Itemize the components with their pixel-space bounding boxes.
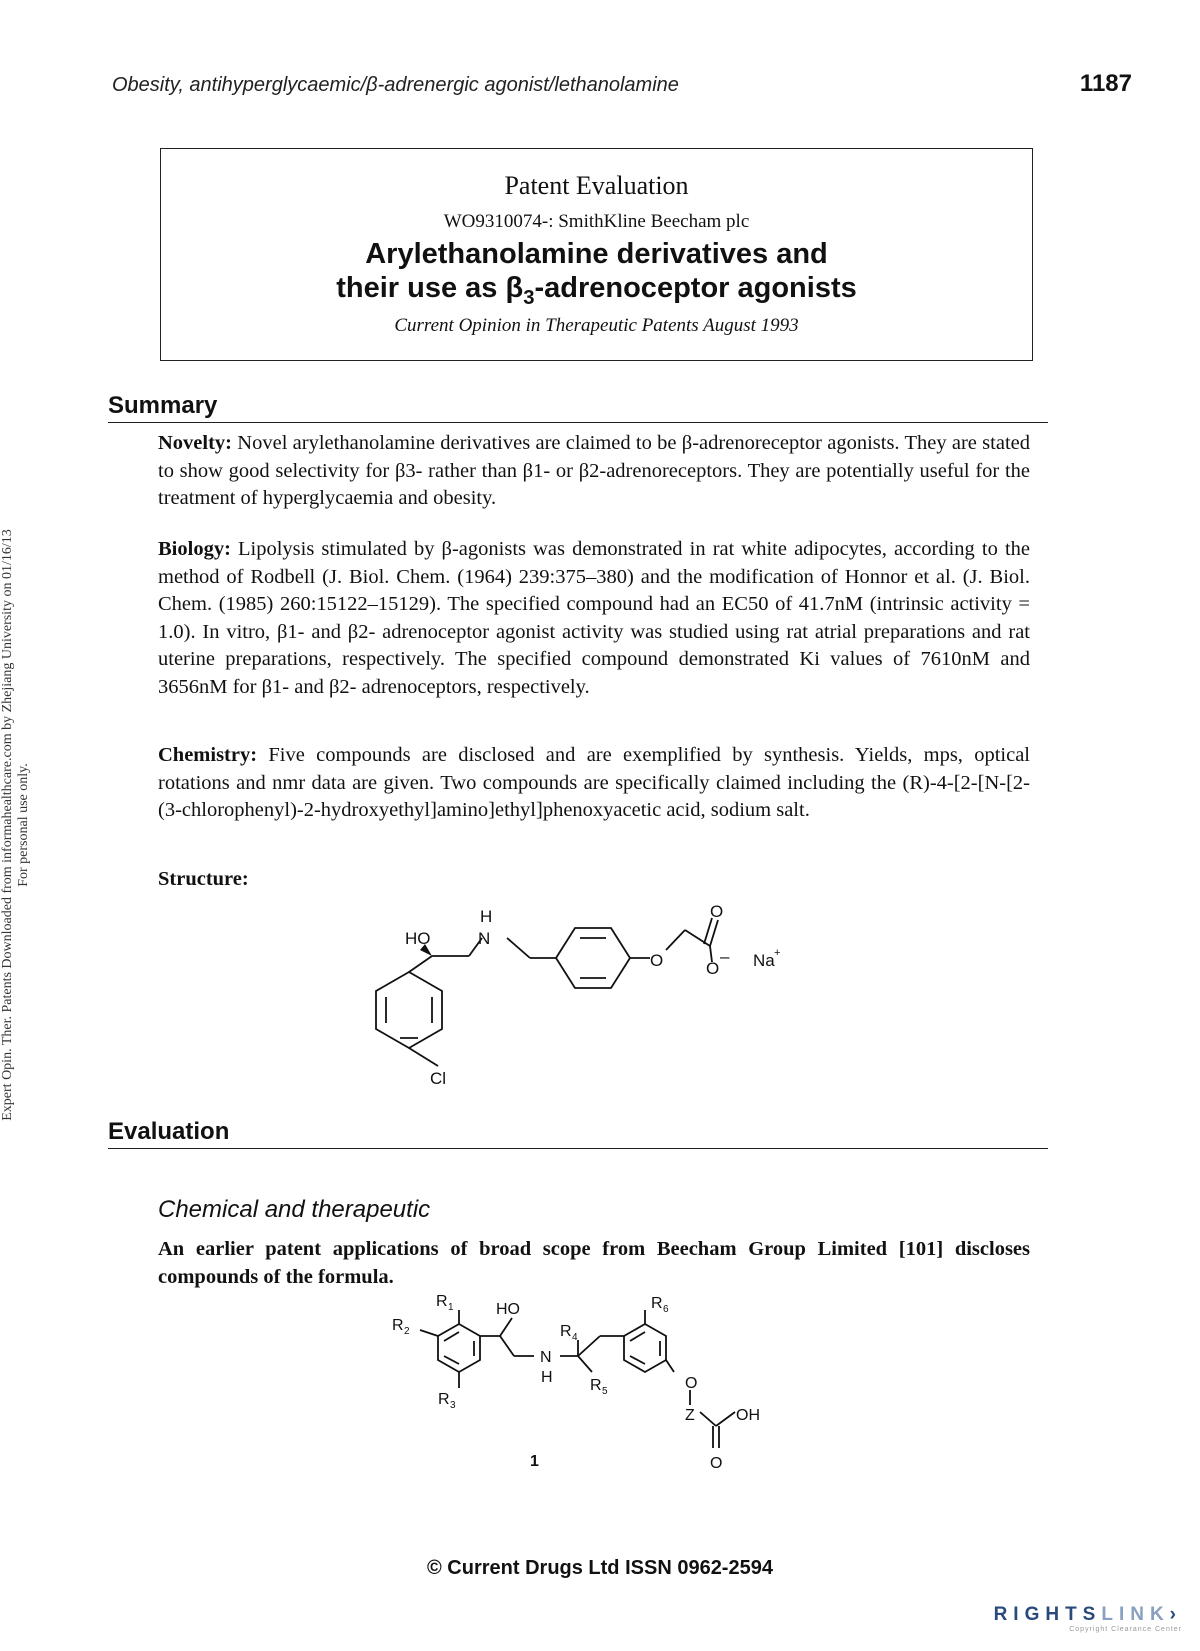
journal-citation: Current Opinion in Therapeutic Patents August 1993 bbox=[394, 315, 799, 336]
article-title-line1: Arylethanolamine derivatives and bbox=[365, 238, 828, 270]
s2-r5-sub: 5 bbox=[602, 1386, 608, 1397]
rightslink-logo[interactable] bbox=[994, 1604, 1182, 1633]
s2-r3-sub: 3 bbox=[450, 1400, 456, 1411]
lead-paragraph: An earlier patent applications of broad scope from Beecham Group Limited [101] discloses compounds of the formula. bbox=[158, 1238, 1030, 1288]
evaluation-heading: Evaluation bbox=[108, 1118, 1048, 1149]
s2-r3: R bbox=[438, 1391, 450, 1408]
novelty-text: Novel arylethanolamine derivatives are claimed to be β-adrenoreceptor agonists. They are stated to show good selectivity for β3- rather than β1- or β2-adrenoreceptors. They are potentially useful for the treatment of hyperglycaemia and obesity. bbox=[158, 432, 1030, 509]
s1-plus: + bbox=[774, 947, 781, 959]
patent-code: WO9310074-: SmithKline Beecham plc bbox=[443, 211, 750, 232]
rightslink-main-light: LINK bbox=[1101, 1604, 1170, 1625]
novelty-label: Novelty: bbox=[158, 432, 233, 454]
s2-h: H bbox=[541, 1369, 553, 1386]
download-notice-line2: For personal use only. bbox=[16, 763, 31, 887]
rightslink-sub: Copyright Clearance Center bbox=[1069, 1626, 1182, 1633]
s1-na: Na bbox=[753, 951, 775, 970]
s2-r4: R bbox=[560, 1323, 572, 1340]
s2-n: N bbox=[540, 1349, 552, 1366]
s1-cl: Cl bbox=[430, 1069, 447, 1088]
biology-text: Lipolysis stimulated by β-agonists was demonstrated in rat white adipocytes, according to the method of Rodbell (J. Biol. Chem. (1964) 239:375–380) and the modification of Honnor et al. (J. Biol. Chem. (1985) 260:15122–15129). The specified compound had an EC50 of 41.7nM (intrinsic activity = 1.0). In vitro, β1- and β2- adrenoceptor agonist activity was studied using rat atrial preparations and rat uterine preparations, respectively. The specified compound demonstrated Ki values of 7610nM and 3656nM for β1- and β2- adrenoceptors, respectively. bbox=[158, 538, 1030, 698]
s2-o-carbonyl: O bbox=[710, 1455, 723, 1472]
running-head: Obesity, antihyperglycaemic/β-adrenergic agonist/lethanolamine bbox=[112, 74, 679, 96]
s2-r1: R bbox=[436, 1293, 448, 1310]
summary-heading: Summary bbox=[108, 392, 1048, 423]
compound-number: 1 bbox=[530, 1453, 539, 1470]
s2-r2: R bbox=[392, 1317, 404, 1334]
chemistry-text: Five compounds are disclosed and are exemplified by synthesis. Yields, mps, optical rotations and nmr data are given. Two compounds are specifically claimed including the (R)-4-[2-[N-[2-(3-chlorophenyl)-2-hydroxyethyl]amino]ethyl]phenoxyacetic acid, sodium salt. bbox=[158, 744, 1031, 821]
s1-o-minus: O bbox=[706, 959, 720, 978]
s1-o-ether: O bbox=[650, 951, 664, 970]
rightslink-main-dark: RIGHTS bbox=[993, 1604, 1102, 1625]
s2-r5: R bbox=[590, 1377, 602, 1394]
s2-r2-sub: 2 bbox=[404, 1326, 410, 1337]
page-number: 1187 bbox=[1079, 70, 1132, 97]
title-line2-sub: 3 bbox=[523, 286, 535, 309]
subheading-chemical: Chemical and therapeutic bbox=[158, 1196, 431, 1223]
rightslink-arrow-icon: › bbox=[1169, 1604, 1182, 1625]
s1-h: H bbox=[480, 907, 493, 926]
s2-z: Z bbox=[685, 1407, 695, 1424]
s2-r1-sub: 1 bbox=[448, 1302, 454, 1313]
box-label: Patent Evaluation bbox=[504, 171, 689, 200]
s1-minus: – bbox=[720, 947, 730, 966]
download-notice-line1: Expert Opin. Ther. Patents Downloaded from informahealthcare.com by Zhejiang University on 01/16/13 bbox=[0, 529, 15, 1121]
s2-o: O bbox=[685, 1375, 698, 1392]
s1-ho: HO bbox=[405, 929, 431, 948]
biology-label: Biology: bbox=[158, 538, 231, 560]
copyright-footer: © Current Drugs Ltd ISSN 0962-2594 bbox=[427, 1557, 773, 1579]
structure-label: Structure: bbox=[158, 868, 249, 890]
title-line2-pre: their use as β bbox=[336, 272, 524, 304]
chemistry-label: Chemistry: bbox=[158, 744, 258, 766]
s2-r6: R bbox=[651, 1295, 663, 1312]
s2-r6-sub: 6 bbox=[663, 1304, 669, 1315]
s1-n: N bbox=[478, 929, 491, 948]
title-line2-post: -adrenoceptor agonists bbox=[534, 272, 857, 304]
s2-r4-sub: 4 bbox=[572, 1332, 578, 1343]
s1-o-carbonyl: O bbox=[710, 902, 724, 921]
s2-oh: OH bbox=[736, 1407, 760, 1424]
s2-ho: HO bbox=[496, 1301, 520, 1318]
